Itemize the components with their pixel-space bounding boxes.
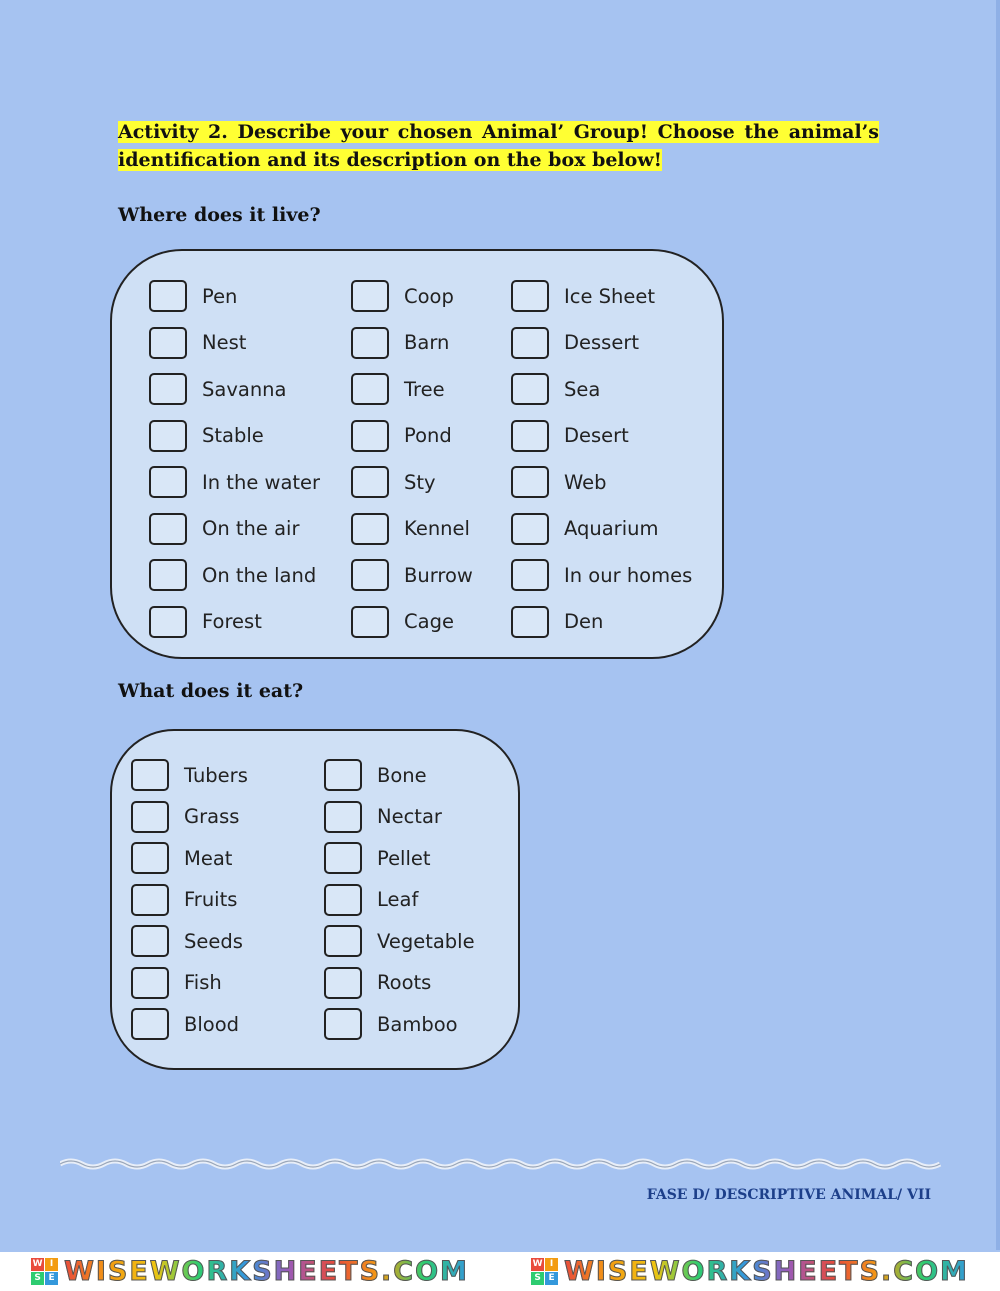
checkbox[interactable] — [131, 801, 169, 833]
checkbox[interactable] — [149, 513, 187, 545]
checkbox[interactable] — [324, 967, 362, 999]
option-label: On the air — [202, 517, 300, 540]
option-label: Web — [564, 470, 607, 494]
option-leaf[interactable] — [324, 882, 418, 918]
option-label: Bamboo — [377, 1012, 458, 1036]
watermark-logo-icon — [31, 1258, 58, 1285]
option-sty[interactable] — [351, 464, 436, 500]
checkbox[interactable] — [511, 513, 549, 545]
option-den[interactable] — [511, 604, 603, 640]
food-question: What does it eat? — [118, 680, 304, 702]
option-blood[interactable] — [131, 1006, 239, 1042]
option-barn[interactable] — [351, 325, 449, 361]
activity-instruction: Activity 2. Describe your chosen Animal’ Group! Choose the animal’s identification and its description on the box below! — [118, 121, 879, 171]
option-label: Ice Sheet — [564, 284, 656, 308]
checkbox[interactable] — [324, 884, 362, 916]
option-bone[interactable] — [324, 757, 427, 793]
option-label: Stable — [202, 424, 264, 447]
checkbox[interactable] — [324, 925, 362, 957]
option-pen[interactable] — [149, 278, 237, 314]
logo-letter: E — [545, 1272, 558, 1285]
checkbox[interactable] — [511, 559, 549, 591]
option-burrow[interactable] — [351, 557, 473, 593]
option-desert[interactable] — [511, 418, 629, 454]
option-label: Savanna — [202, 377, 287, 401]
watermark-logo-icon — [531, 1258, 558, 1285]
option-label: Pond — [404, 424, 452, 447]
option-roots[interactable] — [324, 965, 431, 1001]
food-options-box — [110, 729, 520, 1070]
option-in-the-water[interactable] — [149, 464, 320, 500]
option-label: Nest — [202, 331, 247, 354]
checkbox[interactable] — [351, 280, 389, 312]
wavy-divider — [60, 1158, 944, 1170]
checkbox[interactable] — [131, 1008, 169, 1040]
checkbox[interactable] — [324, 759, 362, 791]
option-on-the-air[interactable] — [149, 511, 300, 547]
option-label: Pen — [202, 284, 238, 308]
checkbox[interactable] — [149, 280, 187, 312]
checkbox[interactable] — [511, 606, 549, 638]
option-stable[interactable] — [149, 418, 264, 454]
checkbox[interactable] — [511, 373, 549, 405]
option-pond[interactable] — [351, 418, 452, 454]
checkbox[interactable] — [324, 801, 362, 833]
checkbox[interactable] — [149, 420, 187, 452]
logo-letter: I — [45, 1258, 58, 1271]
option-cage[interactable] — [351, 604, 454, 640]
option-label: Tree — [404, 377, 445, 401]
watermark-right — [531, 1256, 969, 1287]
option-label: Aquarium — [564, 517, 659, 540]
option-label: In our homes — [564, 563, 693, 587]
page-edge — [996, 0, 1000, 1250]
option-grass[interactable] — [131, 799, 239, 835]
option-label: Pellet — [377, 846, 431, 870]
option-label: Coop — [404, 284, 454, 308]
checkbox[interactable] — [511, 327, 549, 359]
checkbox[interactable] — [149, 373, 187, 405]
option-kennel[interactable] — [351, 511, 470, 547]
logo-letter: I — [545, 1258, 558, 1271]
checkbox[interactable] — [131, 759, 169, 791]
option-label: Meat — [184, 846, 233, 870]
option-vegetable[interactable] — [324, 923, 475, 959]
checkbox[interactable] — [131, 884, 169, 916]
option-label: Bone — [377, 763, 427, 787]
option-bamboo[interactable] — [324, 1006, 458, 1042]
habitat-question: Where does it live? — [118, 204, 321, 226]
option-label: Roots — [377, 971, 432, 994]
logo-letter: E — [45, 1272, 58, 1285]
watermark-text: WISEWORKSHEETS.COM — [564, 1256, 969, 1287]
checkbox[interactable] — [351, 606, 389, 638]
option-fish[interactable] — [131, 965, 222, 1001]
checkbox[interactable] — [149, 466, 187, 498]
watermark-text: WISEWORKSHEETS.COM — [64, 1256, 469, 1287]
option-meat[interactable] — [131, 840, 232, 876]
checkbox[interactable] — [511, 420, 549, 452]
option-label: Barn — [404, 331, 450, 354]
option-fruits[interactable] — [131, 882, 237, 918]
option-in-our-homes[interactable] — [511, 557, 692, 593]
option-tubers[interactable] — [131, 757, 248, 793]
option-web[interactable] — [511, 464, 607, 500]
option-sea[interactable] — [511, 371, 600, 407]
option-label: Leaf — [377, 888, 419, 911]
option-tree[interactable] — [351, 371, 445, 407]
checkbox[interactable] — [351, 373, 389, 405]
option-label: Seeds — [184, 929, 243, 953]
option-label: Sty — [404, 470, 436, 494]
watermark-left — [31, 1256, 469, 1287]
option-dessert[interactable] — [511, 325, 639, 361]
option-seeds[interactable] — [131, 923, 243, 959]
footer-text: FASE D/ DESCRIPTIVE ANIMAL/ VII — [646, 1187, 931, 1203]
option-ice-sheet[interactable] — [511, 278, 655, 314]
habitat-options-box — [110, 249, 724, 659]
watermark-strip — [0, 1252, 1000, 1291]
option-label: Desert — [564, 424, 629, 447]
logo-letter: W — [32, 1259, 43, 1269]
option-label: Fish — [184, 971, 222, 994]
checkbox[interactable] — [351, 513, 389, 545]
checkbox[interactable] — [351, 327, 389, 359]
option-nectar[interactable] — [324, 799, 442, 835]
option-label: Fruits — [184, 888, 238, 911]
option-coop[interactable] — [351, 278, 454, 314]
option-label: Nectar — [377, 805, 442, 828]
option-forest[interactable] — [149, 604, 262, 640]
option-pellet[interactable] — [324, 840, 431, 876]
logo-letter: S — [531, 1272, 544, 1285]
checkbox[interactable] — [511, 280, 549, 312]
option-label: Blood — [184, 1012, 240, 1036]
checkbox[interactable] — [131, 842, 169, 874]
checkbox[interactable] — [131, 967, 169, 999]
option-label: Vegetable — [377, 929, 475, 953]
option-label: In the water — [202, 470, 321, 494]
checkbox[interactable] — [351, 466, 389, 498]
option-label: Cage — [404, 610, 454, 633]
option-label: On the land — [202, 563, 317, 587]
option-label: Tubers — [184, 763, 248, 787]
checkbox[interactable] — [324, 842, 362, 874]
option-nest[interactable] — [149, 325, 246, 361]
option-label: Grass — [184, 805, 240, 828]
option-label: Den — [564, 610, 604, 633]
checkbox[interactable] — [511, 466, 549, 498]
checkbox[interactable] — [324, 1008, 362, 1040]
checkbox[interactable] — [149, 327, 187, 359]
option-savanna[interactable] — [149, 371, 286, 407]
option-on-the-land[interactable] — [149, 557, 316, 593]
checkbox[interactable] — [351, 420, 389, 452]
logo-letter: W — [532, 1259, 543, 1269]
option-label: Forest — [202, 610, 262, 633]
option-label: Kennel — [404, 517, 470, 540]
option-label: Dessert — [564, 331, 639, 354]
checkbox[interactable] — [351, 559, 389, 591]
checkbox[interactable] — [131, 925, 169, 957]
logo-letter: S — [31, 1272, 44, 1285]
option-label: Burrow — [404, 563, 473, 587]
option-label: Sea — [564, 377, 601, 401]
option-aquarium[interactable] — [511, 511, 658, 547]
checkbox[interactable] — [149, 559, 187, 591]
checkbox[interactable] — [149, 606, 187, 638]
